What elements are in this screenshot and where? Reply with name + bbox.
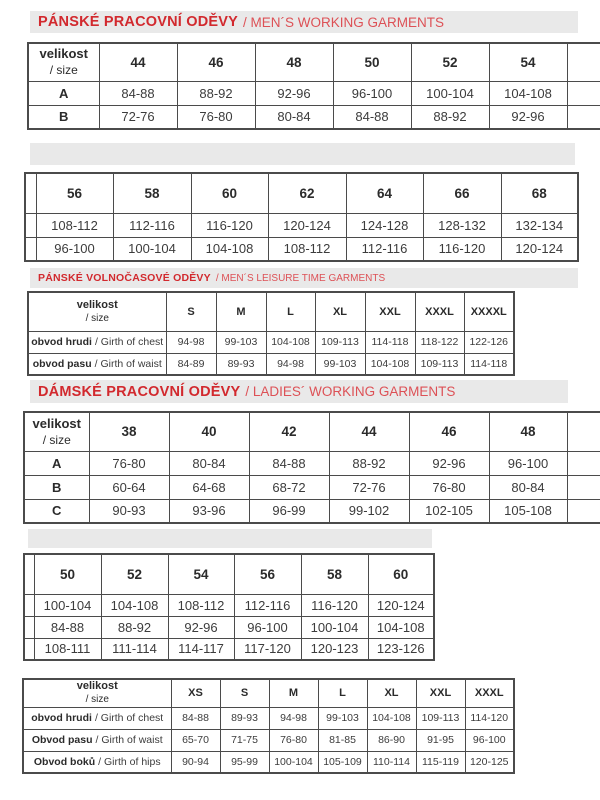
- header-row: [24, 554, 434, 594]
- size-value-cell: 104-108: [266, 331, 315, 353]
- size-value-cell: 105-109: [318, 751, 367, 773]
- size-column-header: 46: [177, 43, 255, 81]
- size-value-cell: 95-99: [220, 751, 269, 773]
- size-column-header: XXXXL: [464, 292, 514, 331]
- size-value-cell: 93-96: [169, 499, 249, 523]
- size-column-header: XXXL: [415, 292, 464, 331]
- size-value-cell: 108-111: [34, 638, 101, 660]
- size-column-header: 40: [169, 412, 249, 451]
- partial-cell: [567, 451, 600, 475]
- size-value-cell: 96-100: [465, 729, 514, 751]
- size-header-cell: [28, 43, 99, 81]
- mens-working-sizes-56-68-table: [24, 172, 579, 262]
- size-value-cell: 109-113: [315, 331, 365, 353]
- size-value-cell: 110-114: [367, 751, 416, 773]
- size-value-cell: 100-104: [269, 751, 318, 773]
- size-value-cell: 116-120: [301, 594, 368, 616]
- size-header-cell: [24, 412, 89, 451]
- table-row: [25, 237, 578, 261]
- size-value-cell: 132-134: [501, 213, 578, 237]
- measure-label-cell: [23, 707, 171, 729]
- size-header-label: velikost: [39, 46, 88, 62]
- size-column-header: XXL: [416, 679, 465, 707]
- table-row: [28, 353, 514, 375]
- partial-cell: [25, 237, 36, 261]
- size-column-header: 56: [234, 554, 301, 594]
- size-value-cell: 86-90: [367, 729, 416, 751]
- size-value-cell: 108-112: [268, 237, 346, 261]
- header-row: [24, 412, 600, 451]
- size-value-cell: 117-120: [234, 638, 301, 660]
- size-column-header: L: [318, 679, 367, 707]
- size-value-cell: 84-88: [333, 105, 411, 129]
- measure-label-english: / Girth of chest: [94, 712, 164, 724]
- size-value-cell: 108-112: [168, 594, 234, 616]
- size-value-cell: 100-104: [301, 616, 368, 638]
- size-column-header: 52: [101, 554, 168, 594]
- measure-label-cell: [28, 331, 166, 353]
- size-value-cell: 99-103: [315, 353, 365, 375]
- size-value-cell: 99-103: [216, 331, 266, 353]
- section-title-czech: PÁNSKÉ PRACOVNÍ ODĚVY: [38, 14, 238, 30]
- size-value-cell: 96-99: [249, 499, 329, 523]
- size-column-header: 58: [113, 173, 191, 213]
- size-value-cell: 123-126: [368, 638, 434, 660]
- size-value-cell: 76-80: [177, 105, 255, 129]
- row-label-cell: B: [24, 475, 89, 499]
- size-column-header: 44: [329, 412, 409, 451]
- size-value-cell: 124-128: [346, 213, 423, 237]
- size-value-cell: 118-122: [415, 331, 464, 353]
- size-column-header: S: [166, 292, 216, 331]
- size-column-header: 68: [501, 173, 578, 213]
- size-header-cell: [23, 679, 171, 707]
- size-value-cell: 120-125: [465, 751, 514, 773]
- size-value-cell: 84-88: [99, 81, 177, 105]
- size-value-cell: 116-120: [191, 213, 268, 237]
- size-column-header: 56: [36, 173, 113, 213]
- section-band-continuation: [30, 143, 575, 165]
- section-title-english: / MEN´S LEISURE TIME GARMENTS: [215, 272, 386, 284]
- size-column-header: 62: [268, 173, 346, 213]
- measure-label-english: / Girth of chest: [94, 336, 164, 348]
- measure-label-czech: Obvod boků: [33, 755, 96, 768]
- measure-label-czech: obvod hrudi: [31, 336, 92, 348]
- table-row: [24, 638, 434, 660]
- size-value-cell: 115-119: [416, 751, 465, 773]
- size-value-cell: 76-80: [89, 451, 169, 475]
- size-value-cell: 60-64: [89, 475, 169, 499]
- size-column-header: 66: [423, 173, 501, 213]
- measure-label-english: / Girth of hips: [98, 755, 161, 768]
- table-row: [23, 751, 514, 773]
- size-column-header: 48: [489, 412, 567, 451]
- mens-leisure-sizes-table: [27, 291, 515, 376]
- table-row: [24, 451, 600, 475]
- table-row: [23, 729, 514, 751]
- size-column-header: L: [266, 292, 315, 331]
- size-value-cell: 104-108: [365, 353, 415, 375]
- size-column-header: 46: [409, 412, 489, 451]
- size-value-cell: 92-96: [409, 451, 489, 475]
- size-value-cell: 96-100: [36, 237, 113, 261]
- size-value-cell: 128-132: [423, 213, 501, 237]
- size-value-cell: 120-123: [301, 638, 368, 660]
- header-row: [28, 43, 600, 81]
- measure-label-cell: [28, 353, 166, 375]
- size-value-cell: 102-105: [409, 499, 489, 523]
- size-value-cell: 92-96: [168, 616, 234, 638]
- partial-cell: [567, 475, 600, 499]
- size-value-cell: 94-98: [166, 331, 216, 353]
- size-value-cell: 108-112: [36, 213, 113, 237]
- size-header-label: velikost: [32, 415, 81, 431]
- size-column-header: 38: [89, 412, 169, 451]
- size-value-cell: 84-88: [171, 707, 220, 729]
- size-column-header: 60: [191, 173, 268, 213]
- size-value-cell: 68-72: [249, 475, 329, 499]
- size-header-sublabel: / size: [49, 63, 78, 78]
- table-row: [28, 331, 514, 353]
- size-column-header: M: [269, 679, 318, 707]
- header-row: [28, 292, 514, 331]
- size-value-cell: 80-84: [255, 105, 333, 129]
- partial-cell: [24, 616, 34, 638]
- mens-working-table-1-wrapper: [27, 42, 600, 130]
- size-value-cell: 84-88: [34, 616, 101, 638]
- size-value-cell: 100-104: [34, 594, 101, 616]
- size-value-cell: 100-104: [113, 237, 191, 261]
- size-value-cell: 112-116: [113, 213, 191, 237]
- size-value-cell: 112-116: [234, 594, 301, 616]
- row-label-cell: B: [28, 105, 99, 129]
- size-header-cell: [28, 292, 166, 331]
- size-value-cell: 88-92: [177, 81, 255, 105]
- size-value-cell: 120-124: [368, 594, 434, 616]
- ladies-working-sizes-38-48-table: [23, 411, 600, 524]
- size-value-cell: 72-76: [329, 475, 409, 499]
- size-value-cell: 88-92: [101, 616, 168, 638]
- size-value-cell: 109-113: [415, 353, 464, 375]
- measure-label-cell: [23, 751, 171, 773]
- size-value-cell: 90-94: [171, 751, 220, 773]
- row-label-cell: A: [24, 451, 89, 475]
- size-value-cell: 94-98: [269, 707, 318, 729]
- size-value-cell: 80-84: [169, 451, 249, 475]
- size-column-header: 52: [411, 43, 489, 81]
- measure-label-english: / Girth of waist: [94, 357, 162, 370]
- table-row: [24, 594, 434, 616]
- section-title-ladies-working: [30, 380, 568, 403]
- size-value-cell: 99-102: [329, 499, 409, 523]
- table-row: [24, 616, 434, 638]
- measure-label-czech: Obvod pasu: [31, 734, 93, 746]
- partial-cell: [567, 43, 600, 81]
- ladies-working-table-1-wrapper: [23, 411, 600, 524]
- partial-cell: [25, 213, 36, 237]
- ladies-working-sizes-50-60-table: [23, 553, 435, 661]
- row-label-cell: C: [24, 499, 89, 523]
- size-column-header: M: [216, 292, 266, 331]
- size-value-cell: 120-124: [268, 213, 346, 237]
- size-value-cell: 88-92: [329, 451, 409, 475]
- table-row: [24, 475, 600, 499]
- size-value-cell: 120-124: [501, 237, 578, 261]
- size-value-cell: 109-113: [416, 707, 465, 729]
- size-header-sublabel: / size: [85, 312, 109, 324]
- measure-label-czech: obvod hrudi: [31, 712, 92, 724]
- size-value-cell: 81-85: [318, 729, 367, 751]
- size-value-cell: 104-108: [101, 594, 168, 616]
- size-value-cell: 104-108: [489, 81, 567, 105]
- header-row: [25, 173, 578, 213]
- table-row: [23, 707, 514, 729]
- section-title-czech: PÁNSKÉ VOLNOČASOVÉ ODĚVY: [38, 272, 211, 284]
- size-header-label: velikost: [76, 298, 118, 311]
- size-value-cell: 114-120: [465, 707, 514, 729]
- size-value-cell: 105-108: [489, 499, 567, 523]
- section-title-czech: DÁMSKÉ PRACOVNÍ ODĚVY: [38, 383, 241, 400]
- size-value-cell: 91-95: [416, 729, 465, 751]
- size-value-cell: 96-100: [333, 81, 411, 105]
- section-title-english: / LADIES´ WORKING GARMENTS: [245, 384, 456, 399]
- partial-cell: [24, 554, 34, 594]
- size-value-cell: 92-96: [255, 81, 333, 105]
- size-value-cell: 96-100: [234, 616, 301, 638]
- size-column-header: XS: [171, 679, 220, 707]
- size-value-cell: 104-108: [191, 237, 268, 261]
- size-value-cell: 88-92: [411, 105, 489, 129]
- size-value-cell: 116-120: [423, 237, 501, 261]
- partial-cell: [25, 173, 36, 213]
- size-column-header: 50: [34, 554, 101, 594]
- section-title-mens-leisure: [30, 268, 578, 288]
- partial-cell: [24, 594, 34, 616]
- size-value-cell: 114-117: [168, 638, 234, 660]
- size-column-header: 44: [99, 43, 177, 81]
- size-column-header: XXL: [365, 292, 415, 331]
- size-value-cell: 72-76: [99, 105, 177, 129]
- size-value-cell: 112-116: [346, 237, 423, 261]
- size-column-header: XL: [315, 292, 365, 331]
- size-value-cell: 76-80: [269, 729, 318, 751]
- size-value-cell: 104-108: [367, 707, 416, 729]
- size-column-header: XL: [367, 679, 416, 707]
- size-column-header: 64: [346, 173, 423, 213]
- size-value-cell: 114-118: [365, 331, 415, 353]
- size-value-cell: 89-93: [216, 353, 266, 375]
- size-column-header: 54: [168, 554, 234, 594]
- section-title-english: / MEN´S WORKING GARMENTS: [243, 14, 445, 30]
- size-column-header: 60: [368, 554, 434, 594]
- size-header-sublabel: / size: [42, 432, 71, 447]
- size-value-cell: 84-88: [249, 451, 329, 475]
- size-value-cell: 71-75: [220, 729, 269, 751]
- size-value-cell: 90-93: [89, 499, 169, 523]
- size-value-cell: 92-96: [489, 105, 567, 129]
- size-value-cell: 111-114: [101, 638, 168, 660]
- size-value-cell: 100-104: [411, 81, 489, 105]
- row-label-cell: A: [28, 81, 99, 105]
- size-column-header: 58: [301, 554, 368, 594]
- size-value-cell: 65-70: [171, 729, 220, 751]
- size-column-header: 48: [255, 43, 333, 81]
- size-value-cell: 114-118: [464, 353, 514, 375]
- section-title-mens-working: [30, 11, 578, 33]
- table-row: [28, 105, 600, 129]
- size-column-header: 42: [249, 412, 329, 451]
- measure-label-czech: obvod pasu: [32, 357, 92, 370]
- header-row: [23, 679, 514, 707]
- size-column-header: XXXL: [465, 679, 514, 707]
- table-row: [28, 81, 600, 105]
- size-value-cell: 80-84: [489, 475, 567, 499]
- size-header-sublabel: / size: [85, 694, 109, 706]
- size-value-cell: 84-89: [166, 353, 216, 375]
- ladies-working-sizes-xs-xxxl-table: [22, 678, 515, 774]
- size-value-cell: 104-108: [368, 616, 434, 638]
- partial-cell: [567, 499, 600, 523]
- table-row: [25, 213, 578, 237]
- table-row: [24, 499, 600, 523]
- mens-working-sizes-44-54-table: [27, 42, 600, 130]
- partial-cell: [24, 638, 34, 660]
- size-column-header: 50: [333, 43, 411, 81]
- size-value-cell: 64-68: [169, 475, 249, 499]
- size-value-cell: 89-93: [220, 707, 269, 729]
- size-column-header: 54: [489, 43, 567, 81]
- size-column-header: S: [220, 679, 269, 707]
- measure-label-english: / Girth of waist: [95, 734, 163, 746]
- partial-cell: [567, 105, 600, 129]
- size-value-cell: 99-103: [318, 707, 367, 729]
- partial-cell: [567, 412, 600, 451]
- size-value-cell: 94-98: [266, 353, 315, 375]
- partial-cell: [567, 81, 600, 105]
- section-band-continuation: [28, 529, 432, 548]
- size-value-cell: 122-126: [464, 331, 514, 353]
- size-value-cell: 76-80: [409, 475, 489, 499]
- measure-label-cell: [23, 729, 171, 751]
- size-header-label: velikost: [76, 680, 118, 693]
- size-value-cell: 96-100: [489, 451, 567, 475]
